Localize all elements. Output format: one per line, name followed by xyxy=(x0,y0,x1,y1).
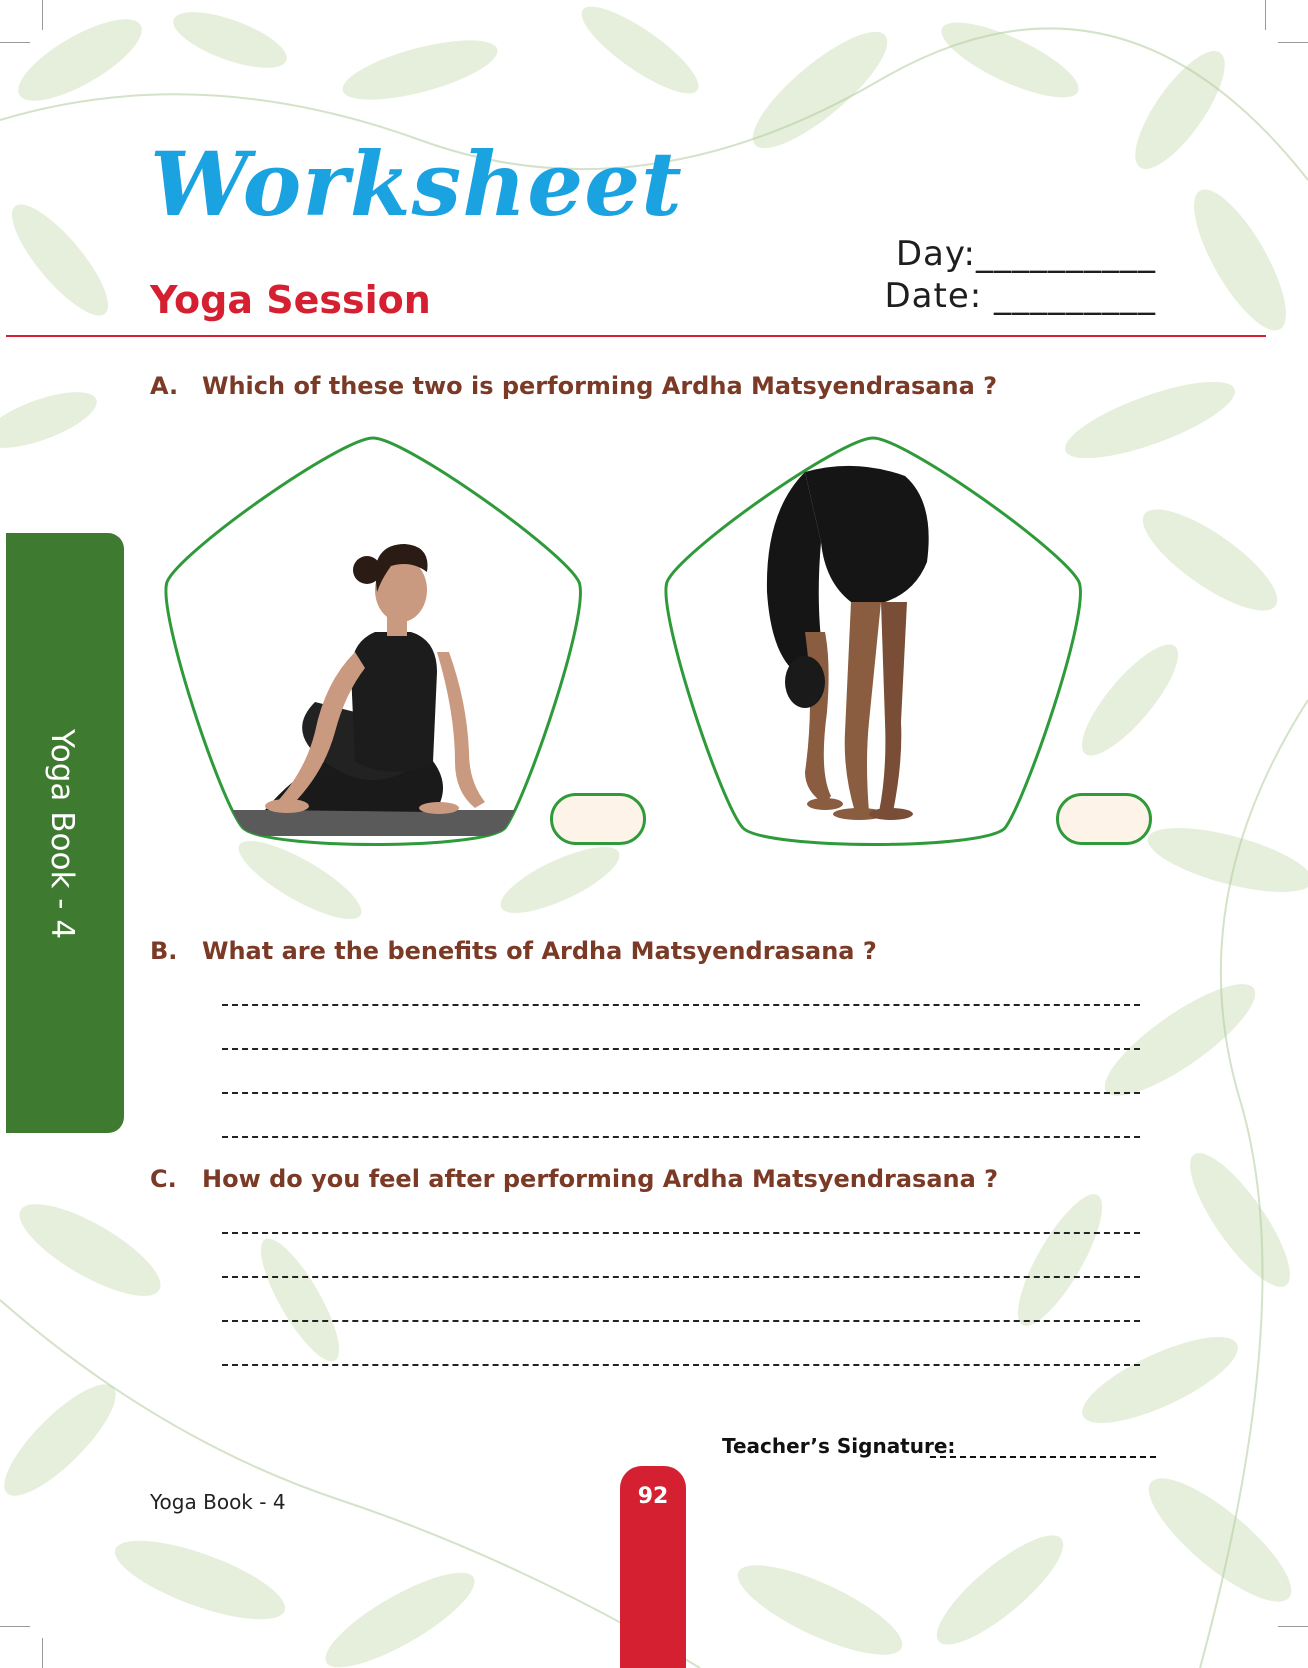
crop-mark xyxy=(42,1638,43,1668)
question-a xyxy=(150,372,997,400)
side-tab-label: Yoga Book - 4 xyxy=(44,728,80,940)
crop-mark xyxy=(1265,0,1266,30)
page-title: Worksheet xyxy=(150,132,683,236)
crop-mark xyxy=(1278,42,1308,43)
question-letter: B. xyxy=(150,937,178,965)
crop-mark xyxy=(1278,1626,1308,1627)
answer-line[interactable] xyxy=(222,1092,1140,1094)
answer-line[interactable] xyxy=(222,1276,1140,1278)
answer-line[interactable] xyxy=(222,1320,1140,1322)
standing-forward-bend-pose-photo xyxy=(655,432,1091,852)
footer-book-title: Yoga Book - 4 xyxy=(150,1490,286,1514)
teacher-signature-label: Teacher’s Signature: xyxy=(722,1434,956,1458)
answer-line[interactable] xyxy=(222,1232,1140,1234)
day-field[interactable]: Day:__________ xyxy=(895,234,1156,274)
question-c xyxy=(150,1165,998,1193)
question-letter: A. xyxy=(150,372,179,400)
question-text: Which of these two is performing Ardha Matsyendrasana ? xyxy=(202,372,998,400)
crop-mark xyxy=(0,1626,30,1627)
question-letter: C. xyxy=(150,1165,177,1193)
question-b xyxy=(150,937,877,965)
crop-mark xyxy=(0,42,30,43)
answer-box-2[interactable] xyxy=(1056,793,1152,845)
answer-box-1[interactable] xyxy=(550,793,646,845)
date-field[interactable]: Date: _________ xyxy=(884,276,1156,316)
page-subtitle: Yoga Session xyxy=(150,278,431,322)
answer-line[interactable] xyxy=(222,1136,1140,1138)
answer-line[interactable] xyxy=(222,1048,1140,1050)
seated-spinal-twist-pose-photo xyxy=(155,432,591,852)
answer-line[interactable] xyxy=(222,1004,1140,1006)
teacher-signature-line[interactable] xyxy=(930,1456,1156,1458)
page-number: 92 xyxy=(637,1484,669,1509)
crop-mark xyxy=(42,0,43,30)
header-divider xyxy=(6,335,1266,337)
question-text: How do you feel after performing Ardha Matsyendrasana ? xyxy=(202,1165,999,1193)
question-text: What are the benefits of Ardha Matsyendrasana ? xyxy=(202,937,877,965)
answer-line[interactable] xyxy=(222,1364,1140,1366)
